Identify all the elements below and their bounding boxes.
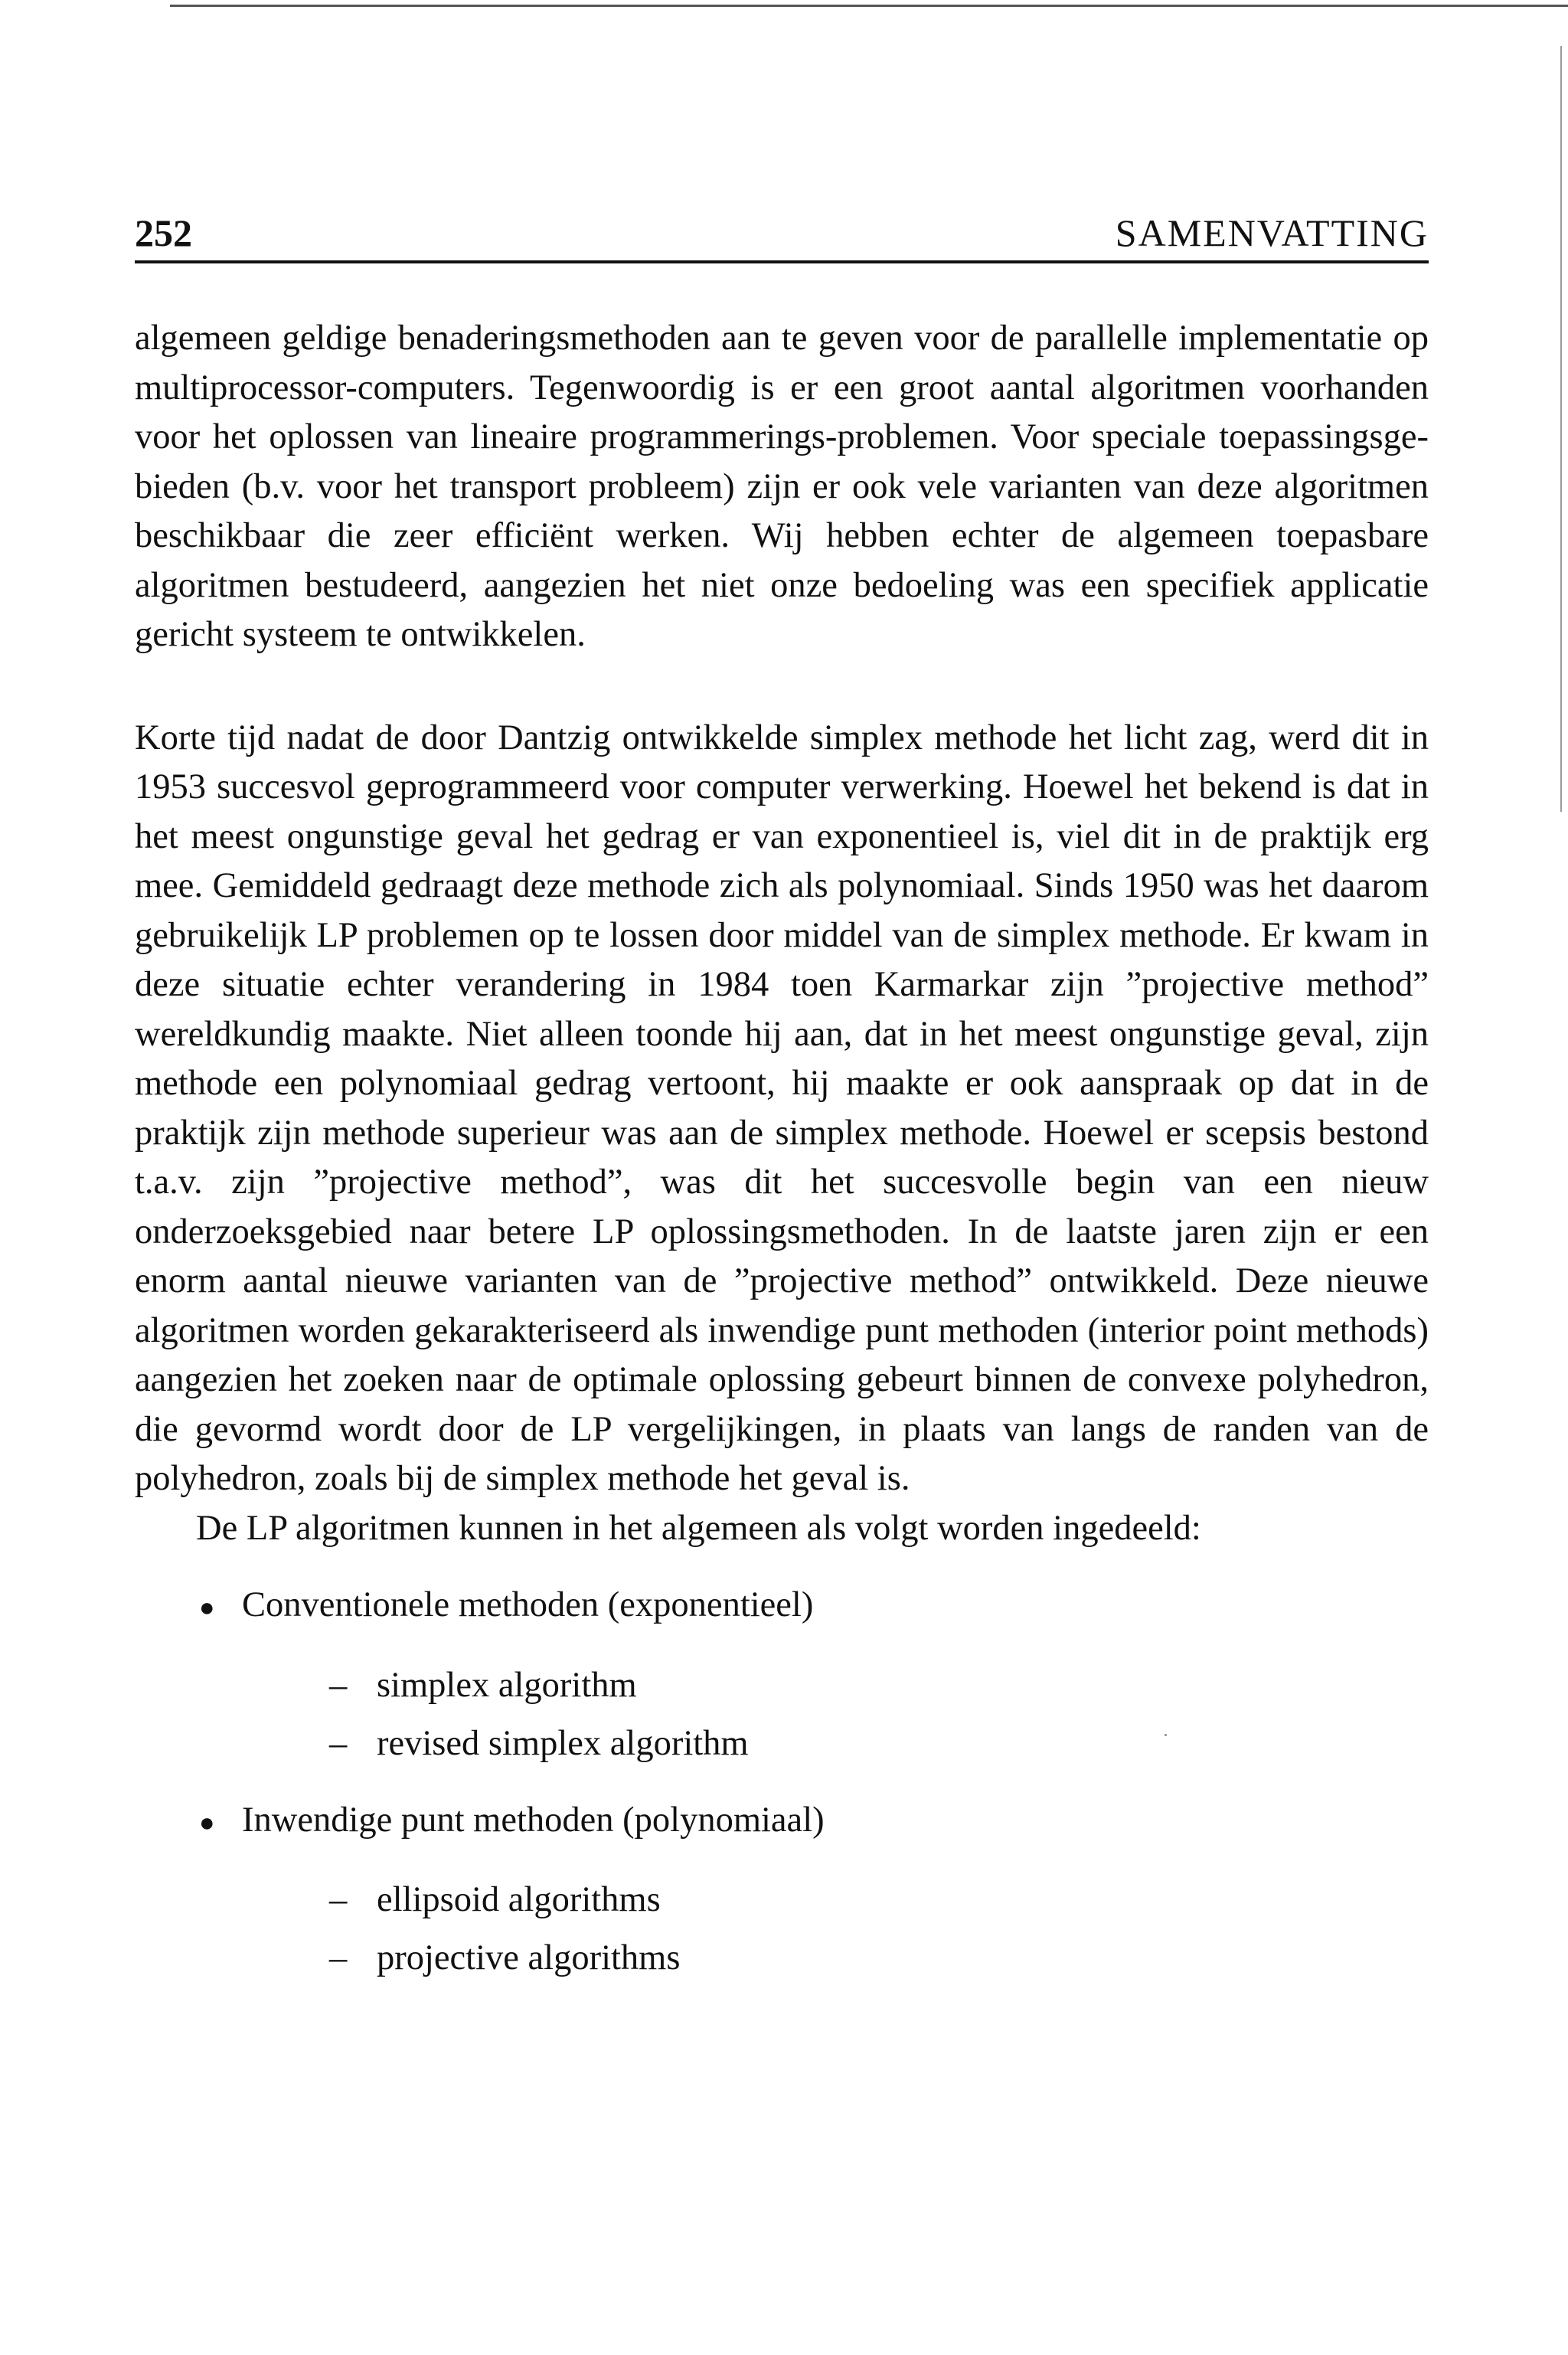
sub-list-item [329,1715,1429,1773]
paragraph-2: Korte tijd nadat de door Dantzig ontwikkelde simplex methode het licht zag, werd dit in 1953 succesvol geprogrammeerd voor computer verwerking. Hoewel het bekend is dat in het meest ongunstige geval het gedrag er van exponentieel is, viel dit in de praktijk erg mee. Gemiddeld gedraagt deze methode zich als polynomiaal. Sinds 1950 was het daarom gebruikelijk LP problemen op te lossen door middel van de simplex methode. Er kwam in deze situatie echter verandering in 1984 toen Karmarkar zijn ”projective method” wereldkundig maakte. Niet alleen toonde hij aan, dat in het meest ongunstige geval, zijn methode een polynomiaal gedrag vertoont, hij maakte er ook aanspraak op dat in de praktijk zijn methode superieur was aan de simplex methode. Hoewel er scepsis bestond t.a.v. zijn ”projective method”, was dit het succesvolle begin van een nieuw onderzoeksgebied naar betere LP oplossingsmethoden. In de laatste jaren zijn er een enorm aantal nieuwe varianten van de ”projective method” ontwikkeld. Deze nieuwe algoritmen worden gekarakteriseerd als inwendige punt methoden (interior point methods) aangezien het zoeken naar de optimale oplossing gebeurt binnen de convexe polyhedron, die gevormd wordt door de LP vergelijkingen, in plaats van langs de randen van de polyhedron, zoals bij de simplex methode het geval is. [135,718,1429,1498]
sub-list-item [329,1871,1429,1929]
dash-icon: – [329,1880,348,1919]
running-head: SAMENVATTING [1115,211,1429,254]
algorithm-classification-list [135,1581,1429,1987]
sub-item-label: revised simplex algorithm [377,1723,749,1763]
sub-list-item [329,1929,1429,1987]
sub-item-label: simplex algorithm [377,1665,637,1705]
dash-icon: – [329,1665,348,1705]
list-item [199,1581,1429,1634]
page-header [135,205,1429,263]
sublist-interior-point [199,1871,1429,1987]
sub-item-label: ellipsoid algorithms [377,1880,661,1919]
bullet-icon: ● [199,1594,215,1622]
sub-list-item [329,1657,1429,1715]
dash-icon: – [329,1723,348,1763]
bullet-icon: ● [199,1808,215,1837]
page-number: 252 [135,211,192,254]
dash-icon: – [329,1938,348,1977]
sublist-conventional [199,1657,1429,1773]
paragraph-3: De LP algoritmen kunnen in het algemeen als volgt worden ingedeeld: [196,1508,1201,1548]
group-label: Conventionele methoden (exponentieel) [242,1585,814,1624]
scan-speck [1165,1734,1167,1736]
list-item [199,1796,1429,1849]
scan-border-top [170,5,1568,7]
paragraph-1: algemeen geldige benaderingsmethoden aan te geven voor de parallelle implementatie op multiprocessor-computers. Tegenwoordig is er een groot aantal algoritmen voorhanden voor het oplossen van lineaire programmerings-problemen. Voor speciale toepassingsgebieden (b.v. voor het transport probleem) zijn er ook vele varianten van deze algoritmen beschikbaar die zeer efficiënt werken. Wij hebben echter de algemeen toepasbare algoritmen bestudeerd, aangezien het niet onze bedoeling was een specifiek applicatie gericht systeem te ontwikkelen. [135,319,1429,654]
sub-item-label: projective algorithms [377,1938,681,1977]
scan-border-right [1560,46,1562,812]
group-label: Inwendige punt methoden (polynomiaal) [242,1800,825,1840]
body-text [135,314,1429,2010]
